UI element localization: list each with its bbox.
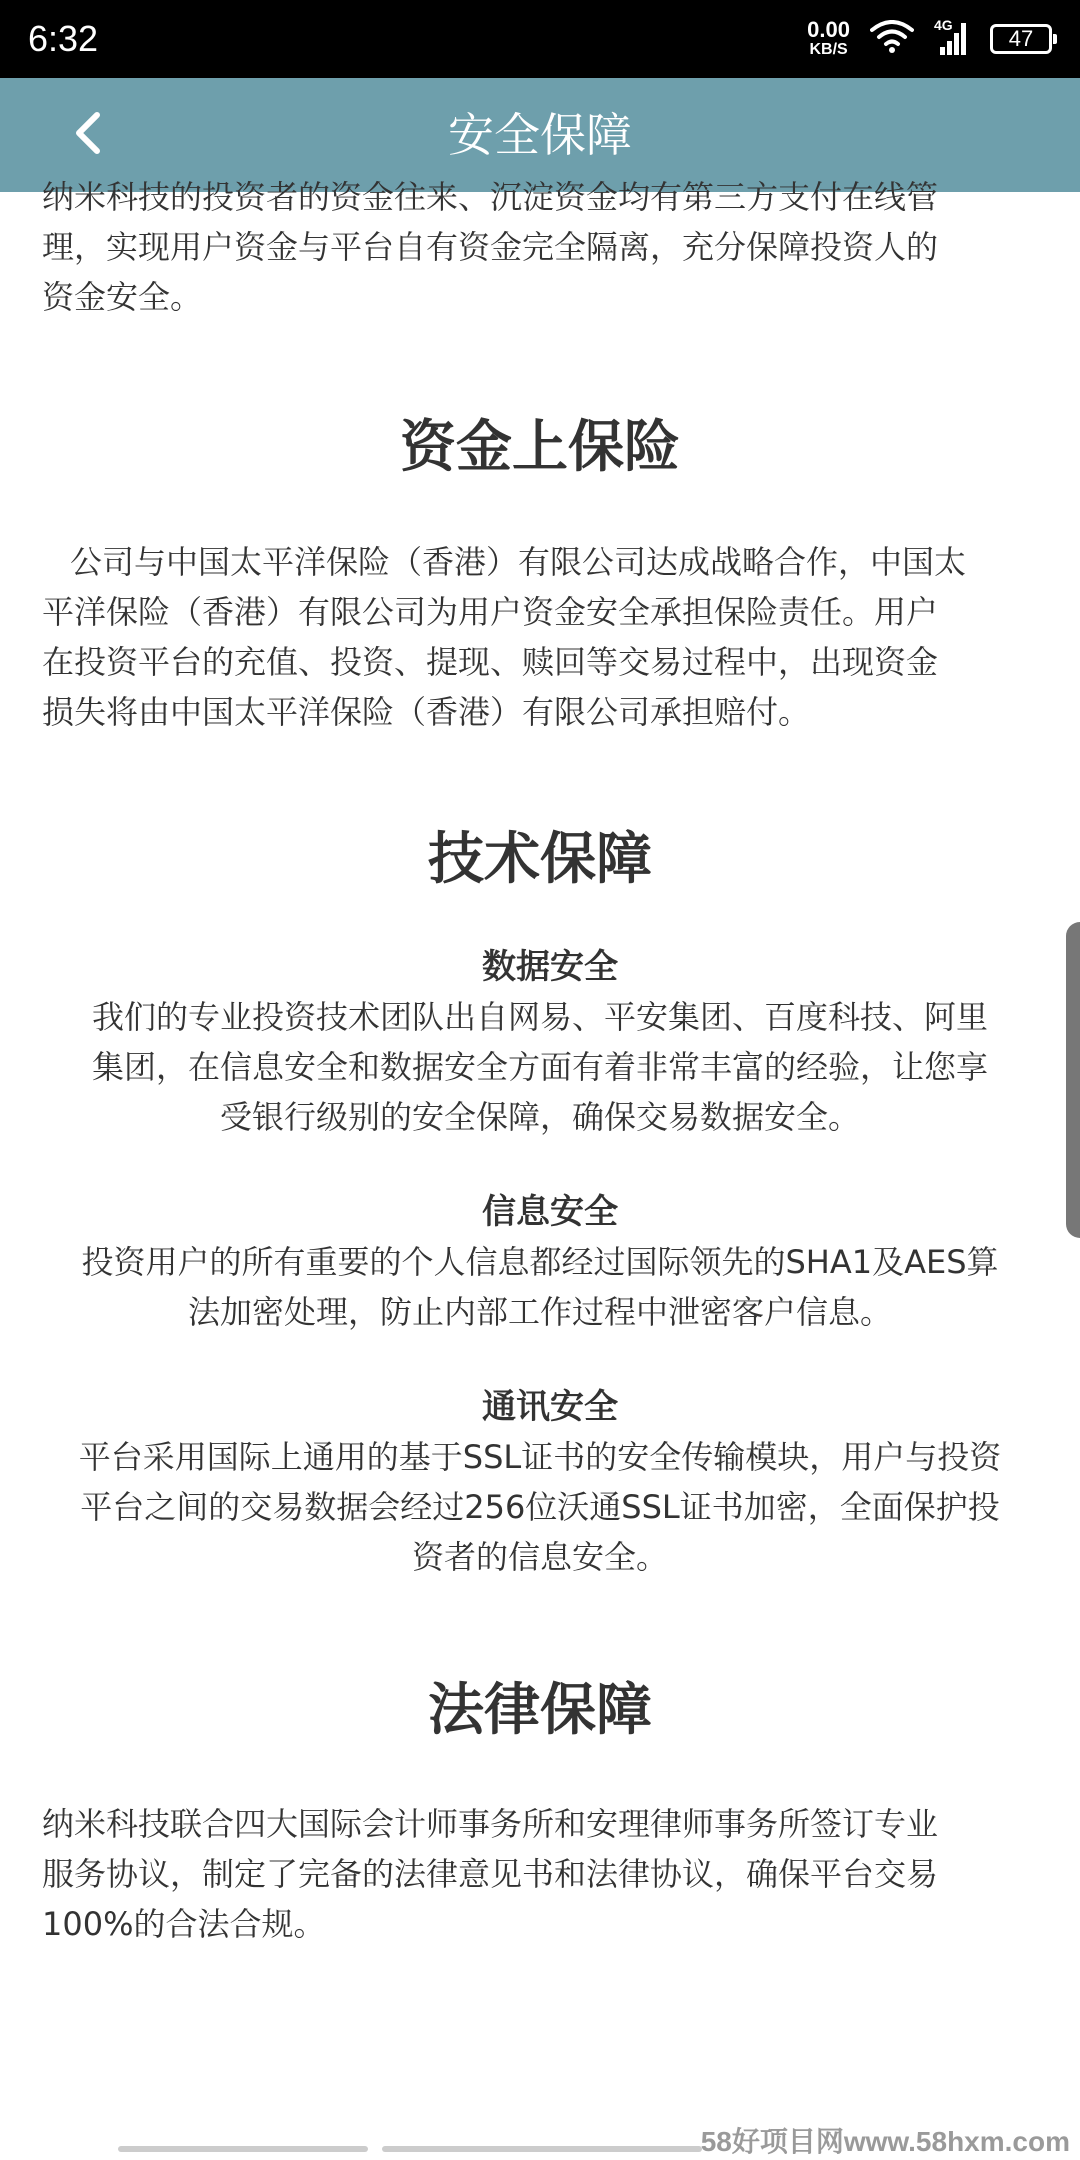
info-security-paragraph [40,1237,1040,1337]
data-security-line: 我们的专业投资技术团队出自网易、平安集团、百度科技、阿里 [91,998,988,1036]
insurance-paragraph [42,537,1042,737]
indicator-bar [118,2146,368,2152]
edge-handle[interactable] [1066,922,1080,1238]
subtitle-comm-security: 通讯安全 [482,1387,618,1427]
wifi-icon [870,20,914,58]
watermark: 58好项目网www.58hxm.com [700,2126,1070,2157]
subtitle-info-security: 信息安全 [482,1192,618,1232]
info-security-line: 投资用户的所有重要的个人信息都经过国际领先的SHA1及AES算 [81,1243,999,1281]
battery-icon [990,24,1052,54]
comm-security-line: 平台采用国际上通用的基于SSL证书的安全传输模块，用户与投资 [78,1438,1002,1476]
insurance-line: 在投资平台的充值、投资、提现、赎回等交易过程中，出现资金 [42,643,939,681]
section-title-legal: 法律保障 [428,1678,652,1743]
indicator-bar [382,2146,702,2152]
legal-paragraph [42,1799,1042,1949]
page-title: 安全保障 [448,108,632,162]
legal-line: 纳米科技联合四大国际会计师事务所和安理律师事务所签订专业 [42,1805,939,1843]
intro-line: 资金安全。 [42,278,203,316]
insurance-line: 公司与中国太平洋保险（香港）有限公司达成战略合作，中国太 [70,543,967,581]
insurance-line: 损失将由中国太平洋保险（香港）有限公司承担赔付。 [42,693,811,731]
network-type: 4G [934,17,953,33]
comm-security-line: 资者的信息安全。 [411,1538,668,1576]
bottom-indicator [118,2146,702,2152]
legal-line: 100%的合法合规。 [42,1905,326,1943]
insurance-line: 平洋保险（香港）有限公司为用户资金安全承担保险责任。用户 [42,593,939,631]
intro-line: 纳米科技的投资者的资金往来、沉淀资金均有第三方支付在线管 [42,178,939,216]
battery-level: 47 [1008,26,1034,51]
intro-line: 理，实现用户资金与平台自有资金完全隔离，充分保障投资人的 [42,228,939,266]
data-security-line: 集团，在信息安全和数据安全方面有着非常丰富的经验，让您享 [91,1048,988,1086]
intro-paragraph [42,172,1042,322]
cellular-signal-icon [934,17,970,57]
status-icons [807,12,1052,66]
status-time: 6:32 [28,18,99,59]
info-security-line: 法加密处理，防止内部工作过程中泄密客户信息。 [187,1293,892,1331]
network-speed-unit: KB/S [809,41,848,58]
section-title-insurance: 资金上保险 [400,415,680,480]
comm-security-paragraph [40,1432,1040,1582]
section-title-tech: 技术保障 [428,827,652,892]
subtitle-data-security: 数据安全 [482,947,618,987]
comm-security-line: 平台之间的交易数据会经过256位沃通SSL证书加密，全面保护投 [80,1488,1000,1526]
network-speed [807,19,850,59]
data-security-line: 受银行级别的安全保障，确保交易数据安全。 [219,1098,860,1136]
network-speed-value: 0.00 [807,17,850,42]
status-bar [0,0,1080,78]
data-security-paragraph [40,992,1040,1142]
legal-line: 服务协议，制定了完备的法律意见书和法律协议，确保平台交易 [42,1855,939,1893]
